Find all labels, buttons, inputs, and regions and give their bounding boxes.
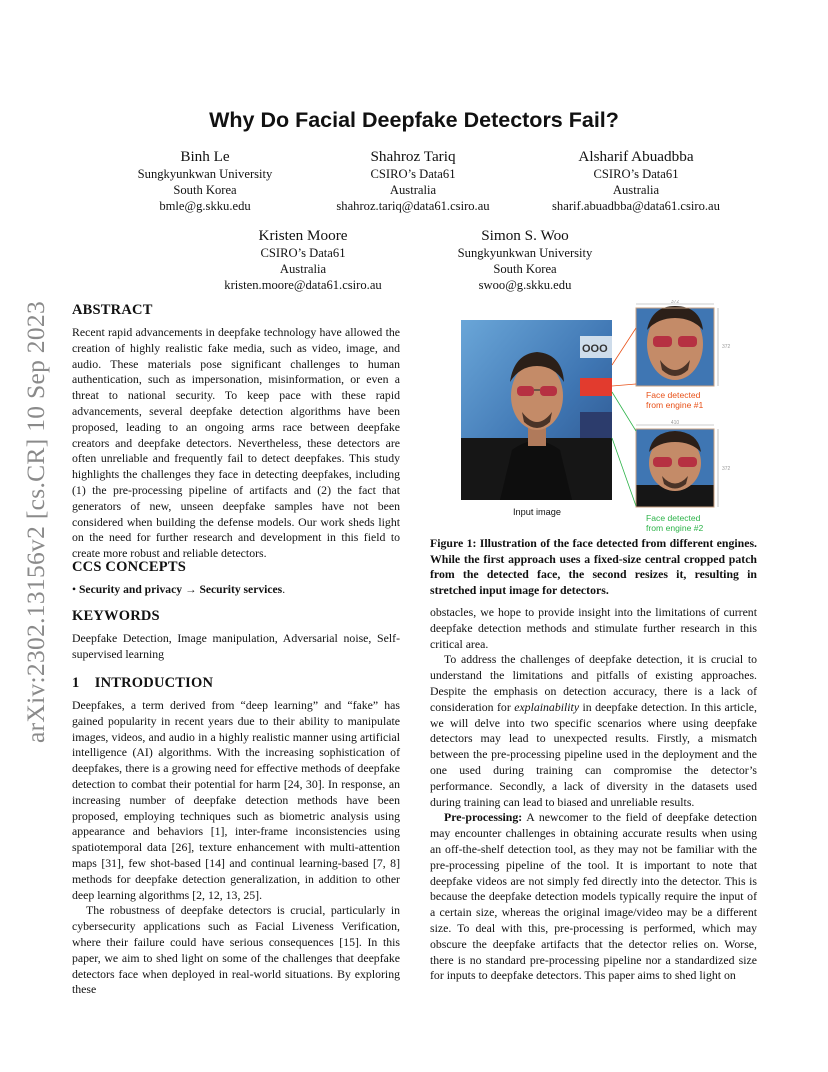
author-country: South Korea bbox=[493, 262, 557, 277]
ccs-concept-b: Security services bbox=[199, 583, 283, 596]
ccs-text bbox=[72, 582, 400, 598]
body-paragraph: obstacles, we hope to provide insight into the limitations of current deepfake detection methods and stimulate further research in this critical area. bbox=[430, 605, 757, 651]
keywords-heading: KEYWORDS bbox=[72, 608, 160, 624]
para-text: A newcomer to the field of deepfake detection may encounter challenges in obtaining accurate results when using an off-the-shelf detection tool, as they may not be familiar with the pre-processing pipeline of the tool. It is important to note that deepfake videos are not simply fed directly into the detector. This is because the deepfake detection models typically require the input of a certain size, whereas the original image/video may be a different size. To deal with this, pre-processing is performed, which may obscure the deepfake artifacts that the detector relies on. Worse, there is no standard pre-processing pipeline nor a standardized size for inputs to deepfake detectors. This paper aims to shed light on bbox=[430, 810, 757, 983]
dimension-label: 372 bbox=[670, 300, 680, 305]
author-affiliation: Sungkyunkwan University bbox=[137, 167, 273, 181]
para-emphasis: explainability bbox=[514, 699, 580, 714]
engine-1-connector bbox=[612, 328, 636, 365]
engine-1-crop bbox=[636, 306, 714, 386]
right-column-body bbox=[430, 605, 757, 984]
author-email: sharif.abuadbba@data61.csiro.au bbox=[552, 199, 720, 214]
author-block bbox=[110, 148, 300, 215]
author-email: kristen.moore@data61.csiro.au bbox=[224, 278, 382, 293]
ccs-heading: CCS CONCEPTS bbox=[72, 559, 186, 575]
engine-2-connector bbox=[612, 392, 636, 431]
engine-1-label: Face detected bbox=[646, 390, 701, 400]
svg-text:OOO: OOO bbox=[582, 343, 608, 355]
figure-caption: Figure 1: Illustration of the face detected from different engines. While the first approach uses a fixed-size central cropped patch from the detected face, the second resizes it, resulting in stretched input image for detectors. bbox=[430, 536, 757, 597]
abstract-text: Recent rapid advancements in deepfake technology have allowed the creation of highly realistic fake media, such as video, image, and audio. These materials pose significant challenges to human authentication, such as impersonation, misinformation, or even a threat to national security. To keep pace with these rapid advancements, several deepfake detection algorithms have been proposed, leading to an ongoing arms race between deepfake creators and deepfake detectors. Nevertheless, these detectors are often unreliable and frequently fail to detect deepfakes. This study highlights the challenges they face in detecting deepfakes, including (1) the pre-processing pipeline of artifacts and (2) the fact that generators of new, unseen deepfake samples have not been considered when building the defense models. Our work sheds light on the need for further research and development in this field to create more robust and reliable detectors. bbox=[72, 325, 400, 561]
arxiv-sidebar bbox=[4, 282, 68, 762]
keywords-text: Deepfake Detection, Image manipulation, Adversarial noise, Self-supervised learning bbox=[72, 631, 400, 661]
input-image-label: Input image bbox=[512, 507, 562, 517]
author-name: Simon S. Woo bbox=[481, 227, 569, 244]
keywords-section bbox=[72, 608, 400, 663]
author-country: Australia bbox=[389, 183, 437, 198]
body-paragraph bbox=[430, 652, 757, 810]
input-image bbox=[461, 320, 612, 500]
dimension-label: 372 bbox=[722, 344, 731, 350]
dimension-label: 372 bbox=[722, 466, 731, 472]
engine-1-label: from engine #1 bbox=[646, 400, 704, 410]
author-affiliation: CSIRO’s Data61 bbox=[260, 246, 346, 260]
author-email: bmle@g.skku.edu bbox=[159, 199, 251, 214]
intro-paragraph: The robustness of deepfake detectors is crucial, particularly in cybersecurity applications such as Facial Liveness Verification, where their failure could have serious consequences [15]. In this paper, we aim to shed light on some of the challenges that deepfake detectors face when deployed in real-world situations. By exploring these bbox=[72, 903, 400, 997]
author-country: Australia bbox=[612, 183, 660, 198]
author-block bbox=[318, 148, 508, 215]
author-affiliation: CSIRO’s Data61 bbox=[593, 167, 679, 181]
paragraph-label: Pre-processing: bbox=[444, 810, 523, 825]
ccs-period: . bbox=[282, 583, 286, 596]
author-block bbox=[428, 227, 622, 294]
abstract-section bbox=[72, 302, 400, 562]
engine-2-connector bbox=[612, 438, 636, 506]
author-name: Shahroz Tariq bbox=[370, 148, 456, 165]
engine-2-label: from engine #2 bbox=[646, 523, 704, 533]
introduction-section bbox=[72, 675, 400, 998]
para-text: To address the challenges of deepfake detection, it is crucial to understand the limitations and pitfalls of existing approaches. Despite the emphasis on detection accuracy, there is a lack of consideration for bbox=[430, 652, 757, 714]
ccs-concept-a: Security and privacy bbox=[78, 583, 183, 596]
author-name: Alsharif Abuadbba bbox=[578, 148, 694, 165]
author-affiliation: CSIRO’s Data61 bbox=[370, 167, 456, 181]
intro-paragraph: Deepfakes, a term derived from “deep learning” and “fake” has gained popularity in recent years due to their ability to manipulate images, videos, and audio in a highly realistic manner using artificial intelligence (AI) algorithms. With the increasing sophistication of deepfakes, there is a growing need for effective methods of deepfake detection to combat their potential for harm [24, 30]. In response, an increasing number of deepfake detection methods have been proposed, employing techniques such as biometric analysis using appearance and behaviors [1], inter-frame inconsistencies using spatiotemporal data [26], texture enhancement with multi-attention maps [31], few shot-based [14] and continual learning-based [7, 8] methods for deepfake detection generalization, in addition to other deep learning algorithms [2, 12, 13, 25]. bbox=[72, 698, 400, 902]
author-affiliation: Sungkyunkwan University bbox=[457, 246, 593, 260]
engine-2-crop bbox=[636, 429, 714, 507]
figure-1 bbox=[430, 300, 757, 538]
author-country: Australia bbox=[279, 262, 327, 277]
abstract-heading: ABSTRACT bbox=[72, 302, 153, 318]
author-country: South Korea bbox=[173, 183, 237, 198]
author-name: Kristen Moore bbox=[258, 227, 348, 244]
ccs-section bbox=[72, 559, 400, 598]
preprocessing-paragraph bbox=[430, 810, 757, 984]
para-text: in deepfake detection. In this article, we will delve into two specific scenarios where using deepfake detectors may lead to unexpected results. Firstly, a mismatch between the pre-processing pipeline used in the deployment and the one used during training can compromise the detector’s performance. Secondly, a lack of diversity in the datasets used during training can lead to biased and unreliable results. bbox=[430, 699, 757, 809]
author-email: swoo@g.skku.edu bbox=[478, 278, 572, 293]
paper-title: Why Do Facial Deepfake Detectors Fail? bbox=[209, 108, 619, 132]
dimension-label: 410 bbox=[670, 420, 680, 426]
arxiv-id: arXiv:2302.13156v2 [cs.CR] 10 Sep 2023 bbox=[21, 300, 50, 744]
ccs-arrow: → bbox=[184, 583, 197, 596]
author-name: Binh Le bbox=[180, 148, 230, 165]
figure-graphic bbox=[430, 300, 757, 538]
author-block bbox=[530, 148, 742, 215]
ccs-bullet: • bbox=[72, 583, 77, 596]
engine-2-label: Face detected bbox=[646, 513, 701, 523]
author-block bbox=[206, 227, 400, 294]
author-email: shahroz.tariq@data61.csiro.au bbox=[336, 199, 490, 214]
introduction-heading: 1 INTRODUCTION bbox=[72, 675, 214, 691]
engine-1-connector bbox=[612, 384, 636, 386]
